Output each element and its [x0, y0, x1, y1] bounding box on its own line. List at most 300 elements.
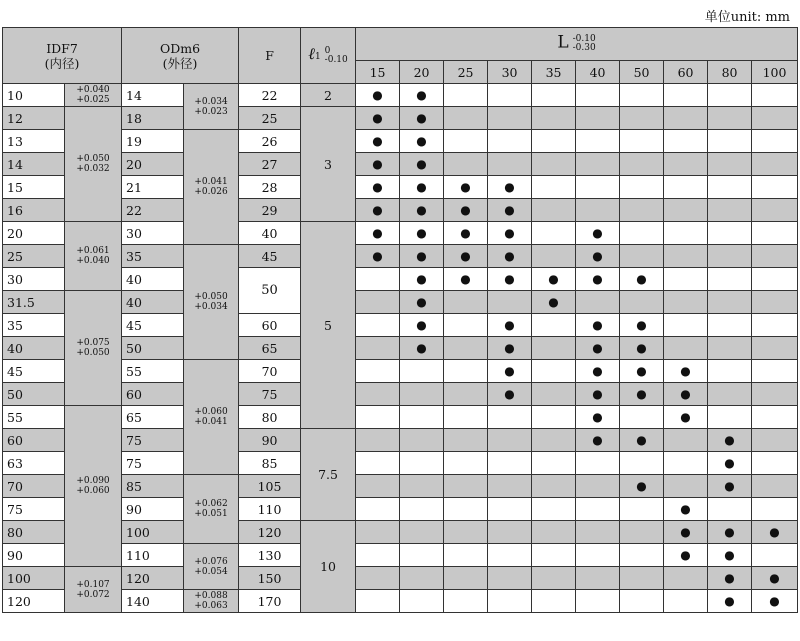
- availability-empty: [532, 475, 576, 498]
- availability-empty: [752, 199, 798, 222]
- availability-empty: [752, 383, 798, 406]
- availability-dot: ●: [708, 452, 752, 475]
- dimension-table: [2, 27, 798, 613]
- availability-empty: [620, 567, 664, 590]
- availability-empty: [532, 199, 576, 222]
- flange-cell: 110: [239, 498, 301, 521]
- inner-diameter-cell: 45: [3, 360, 65, 383]
- availability-empty: [708, 268, 752, 291]
- table-row: [3, 590, 798, 613]
- tolerance-cell: +0.060 +0.041: [184, 360, 239, 475]
- availability-empty: [620, 222, 664, 245]
- availability-empty: [444, 475, 488, 498]
- availability-empty: [444, 291, 488, 314]
- availability-empty: [708, 130, 752, 153]
- outer-diameter-cell: 30: [122, 222, 184, 245]
- availability-dot: ●: [444, 245, 488, 268]
- availability-dot: ●: [400, 268, 444, 291]
- outer-diameter-cell: 50: [122, 337, 184, 360]
- availability-dot: ●: [356, 107, 400, 130]
- availability-dot: ●: [664, 360, 708, 383]
- availability-dot: ●: [488, 383, 532, 406]
- availability-dot: ●: [708, 567, 752, 590]
- availability-empty: [488, 475, 532, 498]
- availability-empty: [752, 153, 798, 176]
- availability-empty: [708, 176, 752, 199]
- table-row: [3, 383, 798, 406]
- availability-empty: [620, 245, 664, 268]
- availability-empty: [532, 452, 576, 475]
- availability-empty: [576, 452, 620, 475]
- length-col-header: 15: [356, 61, 400, 84]
- availability-empty: [488, 521, 532, 544]
- inner-diameter-cell: 55: [3, 406, 65, 429]
- availability-empty: [356, 429, 400, 452]
- availability-dot: ●: [400, 314, 444, 337]
- tolerance-cell: +0.040 +0.025: [65, 84, 122, 107]
- availability-dot: ●: [356, 245, 400, 268]
- availability-empty: [400, 567, 444, 590]
- availability-empty: [444, 383, 488, 406]
- availability-dot: ●: [620, 383, 664, 406]
- availability-empty: [708, 291, 752, 314]
- availability-empty: [664, 475, 708, 498]
- outer-diameter-cell: 85: [122, 475, 184, 498]
- header-odm6: ODm6 (外径): [122, 28, 239, 84]
- availability-empty: [356, 521, 400, 544]
- availability-empty: [620, 521, 664, 544]
- l1-cell: 5: [301, 222, 356, 429]
- availability-empty: [620, 544, 664, 567]
- availability-empty: [488, 567, 532, 590]
- availability-dot: ●: [488, 199, 532, 222]
- availability-empty: [664, 268, 708, 291]
- inner-diameter-cell: 70: [3, 475, 65, 498]
- flange-cell: 40: [239, 222, 301, 245]
- availability-dot: ●: [576, 429, 620, 452]
- availability-dot: ●: [576, 383, 620, 406]
- availability-empty: [664, 176, 708, 199]
- availability-empty: [664, 84, 708, 107]
- tolerance-cell: +0.062 +0.051: [184, 475, 239, 544]
- availability-dot: ●: [400, 291, 444, 314]
- availability-dot: ●: [576, 406, 620, 429]
- availability-empty: [708, 153, 752, 176]
- tolerance-cell: +0.061 +0.040: [65, 222, 122, 291]
- outer-diameter-cell: 90: [122, 498, 184, 521]
- availability-dot: ●: [708, 521, 752, 544]
- availability-empty: [708, 498, 752, 521]
- availability-empty: [444, 544, 488, 567]
- flange-cell: 50: [239, 268, 301, 314]
- availability-empty: [708, 107, 752, 130]
- availability-empty: [708, 360, 752, 383]
- availability-empty: [488, 291, 532, 314]
- availability-dot: ●: [664, 521, 708, 544]
- availability-empty: [356, 268, 400, 291]
- tolerance-cell: +0.107 +0.072: [65, 567, 122, 613]
- inner-diameter-cell: 10: [3, 84, 65, 107]
- availability-empty: [400, 383, 444, 406]
- availability-dot: ●: [532, 268, 576, 291]
- availability-empty: [576, 153, 620, 176]
- availability-dot: ●: [620, 268, 664, 291]
- availability-dot: ●: [444, 222, 488, 245]
- availability-dot: ●: [356, 130, 400, 153]
- inner-diameter-cell: 12: [3, 107, 65, 130]
- availability-empty: [356, 360, 400, 383]
- availability-empty: [752, 475, 798, 498]
- availability-empty: [664, 337, 708, 360]
- availability-empty: [400, 360, 444, 383]
- availability-empty: [356, 452, 400, 475]
- availability-dot: ●: [400, 153, 444, 176]
- tolerance-cell: +0.034 +0.023: [184, 84, 239, 130]
- tolerance-cell: +0.075 +0.050: [65, 291, 122, 406]
- availability-empty: [664, 199, 708, 222]
- availability-dot: ●: [444, 176, 488, 199]
- availability-dot: ●: [620, 314, 664, 337]
- availability-dot: ●: [752, 567, 798, 590]
- flange-cell: 60: [239, 314, 301, 337]
- l1-cell: 10: [301, 521, 356, 613]
- availability-empty: [532, 567, 576, 590]
- availability-empty: [576, 567, 620, 590]
- length-col-header: 60: [664, 61, 708, 84]
- availability-empty: [444, 130, 488, 153]
- availability-dot: ●: [488, 337, 532, 360]
- availability-dot: ●: [356, 84, 400, 107]
- header-length: L -0.10 -0.30: [356, 28, 798, 61]
- outer-diameter-cell: 40: [122, 291, 184, 314]
- availability-dot: ●: [400, 199, 444, 222]
- availability-dot: ●: [664, 406, 708, 429]
- tolerance-cell: +0.050 +0.034: [184, 245, 239, 360]
- table-row: [3, 429, 798, 452]
- availability-empty: [356, 590, 400, 613]
- availability-empty: [488, 544, 532, 567]
- inner-diameter-cell: 80: [3, 521, 65, 544]
- table-row: [3, 521, 798, 544]
- availability-empty: [664, 222, 708, 245]
- outer-diameter-cell: 19: [122, 130, 184, 153]
- availability-empty: [444, 360, 488, 383]
- availability-empty: [532, 544, 576, 567]
- inner-diameter-cell: 31.5: [3, 291, 65, 314]
- availability-empty: [532, 406, 576, 429]
- availability-empty: [752, 544, 798, 567]
- table-row: [3, 222, 798, 245]
- table-row: [3, 107, 798, 130]
- availability-dot: ●: [356, 176, 400, 199]
- outer-diameter-cell: 18: [122, 107, 184, 130]
- availability-dot: ●: [664, 544, 708, 567]
- availability-dot: ●: [664, 498, 708, 521]
- availability-empty: [576, 130, 620, 153]
- table-row: [3, 291, 798, 314]
- outer-diameter-cell: 120: [122, 567, 184, 590]
- inner-diameter-cell: 100: [3, 567, 65, 590]
- availability-empty: [532, 176, 576, 199]
- availability-empty: [488, 590, 532, 613]
- availability-empty: [620, 452, 664, 475]
- availability-empty: [532, 521, 576, 544]
- availability-dot: ●: [488, 314, 532, 337]
- inner-diameter-cell: 13: [3, 130, 65, 153]
- availability-empty: [444, 521, 488, 544]
- availability-dot: ●: [356, 199, 400, 222]
- unit-label: 单位unit: mm: [704, 10, 790, 25]
- outer-diameter-cell: 20: [122, 153, 184, 176]
- flange-cell: 29: [239, 199, 301, 222]
- availability-empty: [444, 337, 488, 360]
- availability-dot: ●: [488, 176, 532, 199]
- flange-cell: 22: [239, 84, 301, 107]
- availability-empty: [356, 544, 400, 567]
- availability-empty: [400, 498, 444, 521]
- availability-empty: [752, 406, 798, 429]
- availability-empty: [444, 84, 488, 107]
- availability-empty: [576, 107, 620, 130]
- tolerance-cell: +0.050 +0.032: [65, 107, 122, 222]
- availability-empty: [752, 222, 798, 245]
- table-row: [3, 176, 798, 199]
- table-body: [3, 84, 798, 613]
- availability-empty: [664, 314, 708, 337]
- table-row: [3, 130, 798, 153]
- availability-empty: [532, 130, 576, 153]
- availability-empty: [664, 567, 708, 590]
- tolerance-cell: +0.088 +0.063: [184, 590, 239, 613]
- availability-empty: [664, 429, 708, 452]
- l1-cell: 3: [301, 107, 356, 222]
- availability-dot: ●: [620, 429, 664, 452]
- table-row: [3, 498, 798, 521]
- availability-empty: [752, 107, 798, 130]
- availability-empty: [752, 429, 798, 452]
- l1-cell: 2: [301, 84, 356, 107]
- availability-empty: [664, 130, 708, 153]
- outer-diameter-cell: 110: [122, 544, 184, 567]
- outer-diameter-cell: 75: [122, 429, 184, 452]
- availability-empty: [752, 452, 798, 475]
- outer-diameter-cell: 65: [122, 406, 184, 429]
- availability-empty: [532, 429, 576, 452]
- availability-empty: [532, 314, 576, 337]
- availability-dot: ●: [752, 521, 798, 544]
- length-col-header: 40: [576, 61, 620, 84]
- availability-empty: [708, 314, 752, 337]
- availability-empty: [620, 590, 664, 613]
- availability-dot: ●: [356, 222, 400, 245]
- availability-empty: [752, 268, 798, 291]
- tolerance-cell: +0.090 +0.060: [65, 406, 122, 567]
- length-col-header: 30: [488, 61, 532, 84]
- table-row: [3, 337, 798, 360]
- availability-empty: [400, 475, 444, 498]
- availability-empty: [752, 337, 798, 360]
- flange-cell: 85: [239, 452, 301, 475]
- length-col-header: 20: [400, 61, 444, 84]
- availability-dot: ●: [708, 429, 752, 452]
- availability-empty: [576, 176, 620, 199]
- flange-cell: 105: [239, 475, 301, 498]
- availability-empty: [752, 498, 798, 521]
- availability-empty: [752, 291, 798, 314]
- table-row: [3, 84, 798, 107]
- length-col-header: 35: [532, 61, 576, 84]
- availability-empty: [488, 107, 532, 130]
- availability-empty: [356, 383, 400, 406]
- availability-dot: ●: [576, 268, 620, 291]
- availability-empty: [620, 107, 664, 130]
- availability-empty: [576, 291, 620, 314]
- flange-cell: 25: [239, 107, 301, 130]
- availability-dot: ●: [708, 544, 752, 567]
- availability-empty: [664, 291, 708, 314]
- outer-diameter-cell: 14: [122, 84, 184, 107]
- availability-dot: ●: [576, 337, 620, 360]
- header-idf7: IDF7 (内径): [3, 28, 122, 84]
- availability-empty: [664, 245, 708, 268]
- availability-empty: [752, 84, 798, 107]
- availability-empty: [356, 314, 400, 337]
- availability-empty: [576, 544, 620, 567]
- availability-dot: ●: [620, 360, 664, 383]
- availability-empty: [620, 153, 664, 176]
- outer-diameter-cell: 140: [122, 590, 184, 613]
- availability-empty: [576, 84, 620, 107]
- inner-diameter-cell: 60: [3, 429, 65, 452]
- flange-cell: 80: [239, 406, 301, 429]
- availability-empty: [532, 498, 576, 521]
- availability-empty: [488, 406, 532, 429]
- outer-diameter-cell: 75: [122, 452, 184, 475]
- table-row: [3, 567, 798, 590]
- availability-dot: ●: [488, 245, 532, 268]
- availability-empty: [488, 452, 532, 475]
- availability-empty: [708, 245, 752, 268]
- flange-cell: 65: [239, 337, 301, 360]
- availability-dot: ●: [620, 337, 664, 360]
- availability-empty: [444, 107, 488, 130]
- availability-empty: [488, 84, 532, 107]
- availability-empty: [620, 199, 664, 222]
- length-col-header: 80: [708, 61, 752, 84]
- outer-diameter-cell: 35: [122, 245, 184, 268]
- availability-dot: ●: [708, 590, 752, 613]
- availability-empty: [708, 199, 752, 222]
- inner-diameter-cell: 16: [3, 199, 65, 222]
- availability-empty: [532, 84, 576, 107]
- header-f: F: [239, 28, 301, 84]
- inner-diameter-cell: 30: [3, 268, 65, 291]
- inner-diameter-cell: 90: [3, 544, 65, 567]
- availability-dot: ●: [576, 314, 620, 337]
- table-row: [3, 153, 798, 176]
- length-col-header: 25: [444, 61, 488, 84]
- availability-empty: [752, 130, 798, 153]
- inner-diameter-cell: 40: [3, 337, 65, 360]
- availability-empty: [708, 337, 752, 360]
- inner-diameter-cell: 63: [3, 452, 65, 475]
- inner-diameter-cell: 75: [3, 498, 65, 521]
- availability-dot: ●: [620, 475, 664, 498]
- availability-empty: [444, 590, 488, 613]
- availability-empty: [532, 337, 576, 360]
- availability-empty: [444, 452, 488, 475]
- outer-diameter-cell: 55: [122, 360, 184, 383]
- flange-cell: 26: [239, 130, 301, 153]
- availability-empty: [400, 429, 444, 452]
- availability-empty: [620, 406, 664, 429]
- outer-diameter-cell: 45: [122, 314, 184, 337]
- availability-empty: [752, 245, 798, 268]
- availability-empty: [400, 590, 444, 613]
- availability-empty: [532, 383, 576, 406]
- availability-empty: [576, 475, 620, 498]
- flange-cell: 75: [239, 383, 301, 406]
- availability-empty: [532, 590, 576, 613]
- availability-empty: [708, 406, 752, 429]
- availability-empty: [400, 452, 444, 475]
- availability-empty: [356, 498, 400, 521]
- availability-dot: ●: [400, 245, 444, 268]
- availability-empty: [400, 544, 444, 567]
- availability-empty: [488, 153, 532, 176]
- outer-diameter-cell: 60: [122, 383, 184, 406]
- availability-empty: [444, 498, 488, 521]
- availability-empty: [620, 130, 664, 153]
- availability-empty: [444, 153, 488, 176]
- availability-empty: [356, 475, 400, 498]
- availability-empty: [532, 222, 576, 245]
- length-col-header: 100: [752, 61, 798, 84]
- availability-empty: [532, 245, 576, 268]
- availability-empty: [488, 498, 532, 521]
- availability-empty: [356, 291, 400, 314]
- outer-diameter-cell: 40: [122, 268, 184, 291]
- availability-dot: ●: [708, 475, 752, 498]
- availability-dot: ●: [444, 199, 488, 222]
- availability-empty: [620, 176, 664, 199]
- availability-empty: [400, 521, 444, 544]
- availability-empty: [708, 383, 752, 406]
- availability-empty: [400, 406, 444, 429]
- availability-dot: ●: [576, 245, 620, 268]
- availability-empty: [356, 567, 400, 590]
- inner-diameter-cell: 25: [3, 245, 65, 268]
- availability-dot: ●: [444, 268, 488, 291]
- inner-diameter-cell: 15: [3, 176, 65, 199]
- availability-dot: ●: [664, 383, 708, 406]
- availability-empty: [532, 360, 576, 383]
- availability-dot: ●: [576, 222, 620, 245]
- inner-diameter-cell: 20: [3, 222, 65, 245]
- flange-cell: 120: [239, 521, 301, 544]
- availability-dot: ●: [356, 153, 400, 176]
- outer-diameter-cell: 100: [122, 521, 184, 544]
- availability-empty: [752, 176, 798, 199]
- availability-empty: [532, 153, 576, 176]
- availability-empty: [708, 84, 752, 107]
- availability-dot: ●: [488, 360, 532, 383]
- tolerance-cell: +0.041 +0.026: [184, 130, 239, 245]
- availability-dot: ●: [488, 268, 532, 291]
- availability-empty: [664, 107, 708, 130]
- table-row: [3, 360, 798, 383]
- flange-cell: 70: [239, 360, 301, 383]
